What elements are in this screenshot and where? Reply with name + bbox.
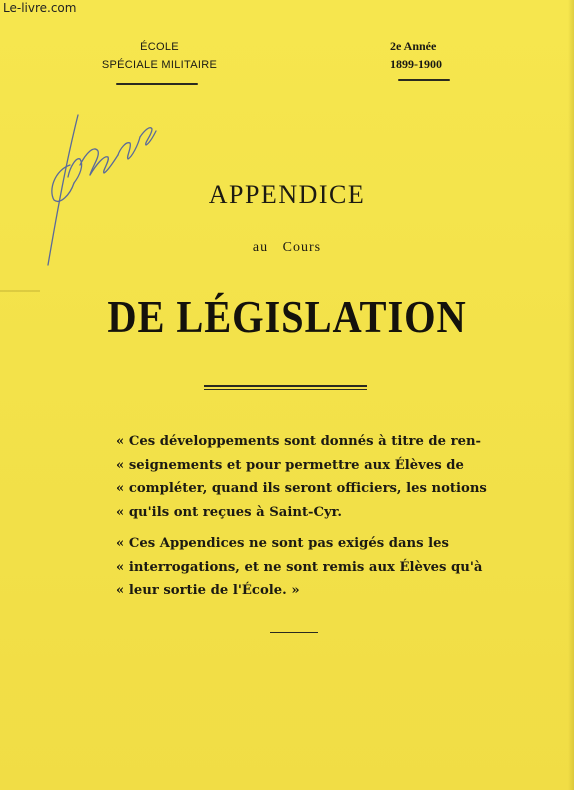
year-line-2: 1899-1900 <box>390 57 442 71</box>
quote-paragraph-1 <box>116 430 486 524</box>
heading-appendice: APPENDICE <box>208 180 366 209</box>
school-line-2: SPÉCIALE MILITAIRE <box>101 59 218 71</box>
paper-edge <box>568 0 574 790</box>
quote-line: « Ces développements sont donnés à titre de ren- <box>116 434 482 449</box>
quote-line: « seignements et pour permettre aux Élèves de <box>116 457 464 473</box>
title-rule <box>204 385 367 390</box>
watermark: Le-livre.com <box>3 1 77 15</box>
quote-line: « interrogations, et ne sont remis aux Élèves qu'à <box>116 559 483 575</box>
heading-au-cours: au Cours <box>252 240 322 255</box>
quote-line: « leur sortie de l'École. » <box>116 583 300 598</box>
quote-line: « qu'ils ont reçues à Saint-Cyr. <box>116 504 342 520</box>
year-line-1: 2e Année <box>390 39 437 53</box>
school-line-1: ÉCOLE <box>140 41 179 53</box>
document-title: DE LÉGISLATION <box>107 291 467 342</box>
quote-line: « compléter, quand ils seront officiers, les notions <box>116 481 487 496</box>
quote-line: « Ces Appendices ne sont pas exigés dans les <box>116 536 449 551</box>
year-header <box>390 37 456 73</box>
bottom-rule <box>270 632 318 633</box>
quote-paragraph-2 <box>116 532 486 603</box>
school-header <box>92 38 227 74</box>
header-rule-left <box>116 83 198 85</box>
header-rule-right <box>398 79 450 81</box>
